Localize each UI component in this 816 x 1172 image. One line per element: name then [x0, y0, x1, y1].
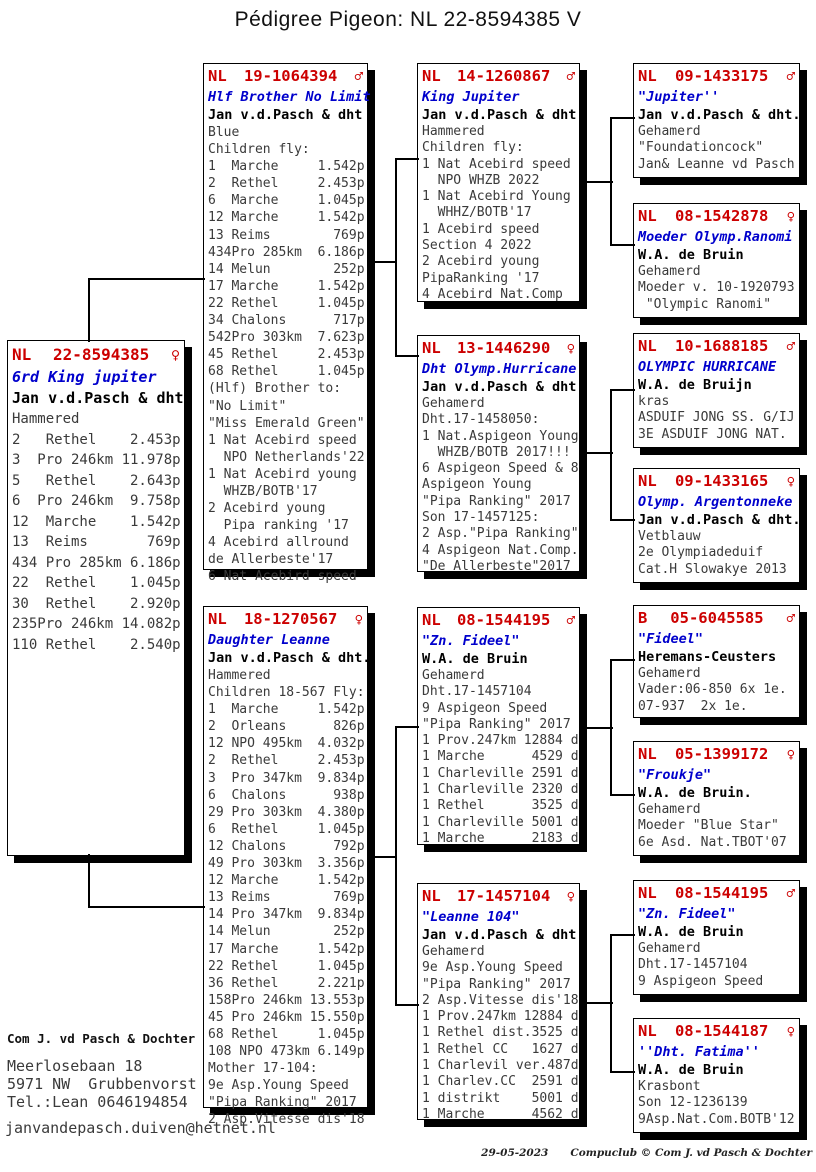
pigeon-name: Hlf Brother No Limit [208, 89, 371, 105]
info-line: 4 Acebird Nat.Comp [422, 286, 563, 302]
info-line: 1 Prov.247km 12884 d [422, 733, 579, 749]
info-line: 1 Rethel CC 1627 d [422, 1041, 579, 1057]
connector-line [369, 261, 397, 263]
pigeon-name: Dht Olymp.Hurricane [422, 361, 577, 377]
info-line: Gehamerd [638, 941, 701, 956]
ring-number: 05-6045585 [670, 609, 764, 627]
info-line: 3E ASDUIF JONG NAT. [638, 426, 787, 442]
phone-line: Tel.:Lean 0646194854 [7, 1093, 188, 1111]
info-line: 1 Nat Acebird Young [422, 189, 571, 205]
info-line: 108 NPO 473km 6.149p [208, 1044, 365, 1060]
ring-number: 18-1270567 [243, 610, 338, 628]
info-line: 9 Aspigeon Speed [422, 700, 548, 716]
info-line: 1 Nat Acebird young [208, 466, 357, 482]
info-line: 14 Pro 347km 9.834p [208, 907, 365, 923]
address-line: 5971 NW Grubbenvorst [7, 1075, 197, 1093]
pigeon-name: "Fideel" [638, 631, 704, 647]
info-line: (Hlf) Brother to: [208, 381, 342, 397]
info-line: 68 Rethel 1.045p [208, 1026, 365, 1042]
connector-line [395, 158, 419, 160]
pedigree-box-mm [417, 883, 585, 1122]
info-line: 1 Marche 1.542p [208, 702, 365, 718]
info-line: Mother 17-104: [208, 1061, 318, 1077]
female-icon: ♀ [786, 209, 795, 225]
connector-line [610, 659, 612, 796]
pedigree-box-mother [203, 606, 371, 1128]
ring-number: 08-1544195 [674, 884, 769, 902]
ring-header [638, 744, 795, 766]
info-line: 1 Marche 4529 d [422, 749, 579, 765]
pedigree-box-mmm [633, 1018, 800, 1133]
ring-header [422, 338, 575, 360]
info-line: "Miss Emerald Green" [208, 415, 365, 431]
country-code: NL [422, 611, 441, 629]
info-line: 4 Acebird allround [208, 535, 349, 551]
male-icon: ♂ [786, 339, 795, 355]
connector-line [610, 519, 635, 521]
info-line: 1 Charlevil ver.487d [422, 1058, 579, 1074]
info-line: Dht.17-1457104 [638, 957, 748, 973]
info-line: 2 Acebird young [422, 254, 540, 270]
info-line: 12 Marche 1.542p [208, 873, 365, 889]
country-code: NL [638, 1022, 657, 1040]
info-line: NPO Netherlands'22 [208, 449, 365, 465]
pedigree-box-ffm [633, 203, 800, 318]
male-icon: ♂ [566, 69, 575, 85]
info-line: 12 NPO 495km 4.032p [208, 736, 365, 752]
ring-number: 08-1544187 [674, 1022, 769, 1040]
info-line: 434 Pro 285km 6.186p [12, 554, 181, 571]
female-icon: ♀ [786, 747, 795, 763]
info-line: 1 Charleville 5001 d [422, 814, 579, 830]
owner-name: Jan v.d.Pasch & dht. [422, 927, 585, 943]
info-line: Hammered [12, 411, 80, 427]
info-line: PipaRanking '17 [422, 270, 540, 286]
info-line: "Pipa Ranking" 2017 [422, 493, 571, 509]
info-line: Hammered [422, 124, 485, 139]
info-line: Gehamerd [638, 124, 701, 139]
info-line: 110 Rethel 2.540p [12, 636, 181, 653]
info-line: 2 Orleans 826p [208, 719, 365, 735]
ring-header [422, 66, 575, 88]
connector-line [610, 794, 635, 796]
connector-line [395, 355, 419, 357]
female-icon: ♀ [566, 341, 575, 357]
info-line: 17 Marche 1.542p [208, 941, 365, 957]
info-line: 45 Pro 246km 15.550p [208, 1009, 365, 1025]
info-line: 2 Asp.Vitesse dis'18 [208, 1112, 365, 1128]
info-line: 22 Rethel 1.045p [12, 575, 181, 591]
info-line: 1 Prov.247km 12884 d [422, 1009, 579, 1025]
info-line: Dht.17-1457104 [422, 684, 532, 700]
info-line: Vader:06-850 6x 1e. [638, 682, 787, 698]
pedigree-box-ff [417, 63, 585, 302]
ring-number: 09-1433175 [674, 67, 769, 85]
info-line: Section 4 2022 [422, 238, 532, 254]
pigeon-name: OLYMPIC HURRICANE [638, 359, 777, 375]
info-line: "No Limit" [208, 398, 287, 414]
owner-name: Jan v.d.Pasch & dht [12, 389, 184, 407]
country-code: NL [638, 472, 657, 490]
pedigree-box-mf [417, 607, 580, 845]
info-line: 6 Marche 1.045p [208, 193, 365, 209]
info-line: 36 Rethel 2.221p [208, 975, 365, 991]
info-line: 434Pro 285km 6.186p [208, 244, 365, 260]
copyright-text: Compuclub © Com J. vd Pasch & Dochter [570, 1147, 812, 1159]
ring-header [638, 206, 795, 228]
info-line: 2 Acebird young [208, 501, 326, 517]
pigeon-name: "Zn. Fideel" [638, 906, 736, 922]
info-line: 1 Rethel dist.3525 d [422, 1025, 579, 1041]
print-date: 29-05-2023 [481, 1147, 549, 1159]
info-line: "Pipa Ranking" 2017 [208, 1095, 357, 1111]
info-line: Gehamerd [422, 668, 485, 683]
owner-name: Jan v.d.Pasch & dht. [208, 650, 371, 666]
info-line: 235Pro 246km 14.082p [12, 616, 181, 632]
info-line: 6e Asd. Nat.TBOT'07 [638, 834, 787, 850]
info-line: 22 Rethel 1.045p [208, 295, 365, 311]
info-line: Gehamerd [638, 802, 701, 817]
pigeon-name: "Zn. Fideel" [422, 633, 520, 649]
info-line: "Olympic Ranomi" [638, 296, 772, 312]
info-line: Vetblauw [638, 529, 701, 544]
pigeon-name: "Leanne 104" [422, 909, 520, 925]
owner-name: W.A. de Bruin [638, 924, 744, 940]
info-line: 9 Aspigeon Speed [638, 973, 764, 989]
ring-header [638, 66, 795, 88]
info-line: Children 18-567 Fly: [208, 685, 365, 701]
info-line: WHHZ/BOTB'17 [422, 205, 532, 221]
connector-line [610, 659, 635, 661]
info-line: 2 Rethel 2.453p [208, 753, 365, 769]
pigeon-name: ''Dht. Fatima'' [638, 1044, 760, 1060]
info-line: Gehamerd [638, 666, 701, 681]
pigeon-name: King Jupiter [422, 89, 520, 105]
info-line: 2 Rethel 2.453p [12, 431, 181, 448]
info-line: 4 Aspigeon Nat.Comp. [422, 542, 579, 558]
connector-line [88, 854, 90, 908]
connector-line [610, 389, 612, 521]
owner-name: W.A. de Bruijn [638, 377, 752, 393]
pedigree-box-mfm [633, 741, 800, 856]
pedigree-box-mff [633, 605, 800, 718]
info-line: WHZB/BOTB'17 [208, 483, 318, 499]
owner-name: Jan v.d.Pasch & dht. [422, 379, 585, 395]
info-line: 1 Charleville 2320 d [422, 782, 579, 798]
info-line: "Pipa Ranking" 2017 [422, 976, 571, 992]
ring-header [422, 886, 575, 908]
info-line: 12 Marche 1.542p [12, 513, 181, 530]
info-line: 158Pro 246km 13.553p [208, 992, 365, 1008]
info-line: Son 17-1457125: [422, 510, 540, 526]
connector-line [369, 856, 397, 858]
info-line: 2e Olympiadeduif [638, 545, 764, 561]
country-code: NL [422, 339, 441, 357]
connector-line [88, 278, 205, 280]
connector-line [395, 1004, 419, 1006]
pigeon-name: Daughter Leanne [208, 632, 330, 648]
info-line: Gehamerd [422, 396, 485, 411]
ring-number: 22-8594385 [52, 345, 150, 364]
ring-number: 14-1260867 [456, 67, 551, 85]
info-line: "De Allerbeste"2017 [422, 558, 571, 574]
footer-credit [360, 1135, 812, 1171]
info-line: 1 Acebird speed [422, 221, 540, 237]
pedigree-box-mmf [633, 880, 800, 995]
ring-number: 17-1457104 [456, 887, 551, 905]
country-code: NL [208, 610, 227, 628]
ring-number: 13-1446290 [456, 339, 551, 357]
country-code: NL [422, 67, 441, 85]
ring-header [638, 336, 795, 358]
info-line: 1 Charlev.CC 2591 d [422, 1074, 579, 1090]
info-line: 1 Marche 2183 d [422, 830, 579, 846]
info-line: 22 Rethel 1.045p [208, 958, 365, 974]
country-code: NL [638, 337, 657, 355]
pedigree-box-fff [633, 63, 800, 178]
ring-header [12, 343, 180, 367]
owner-name: Jan v.d.Pasch & dht. [422, 107, 585, 123]
info-line: 12 Marche 1.542p [208, 210, 365, 226]
connector-line [610, 1071, 635, 1073]
pigeon-name: "Jupiter'' [638, 89, 720, 105]
info-line: Hammered [208, 668, 271, 683]
info-line: 1 Nat Acebird speed [422, 156, 571, 172]
info-line: 49 Pro 303km 3.356p [208, 856, 365, 872]
female-icon: ♀ [170, 346, 180, 364]
pedigree-box-father [203, 63, 371, 585]
connector-line [610, 117, 635, 119]
info-line: Krasbont [638, 1079, 701, 1094]
info-line: 2 Asp."Pipa Ranking" [422, 526, 579, 542]
owner-name: W.A. de Bruin [422, 651, 528, 667]
info-line: 1 Nat.Aspigeon Young [422, 428, 579, 444]
pigeon-name: "Froukje" [638, 767, 712, 783]
info-line: 9e Asp.Young Speed [422, 960, 563, 976]
info-line: 30 Rethel 2.920p [12, 595, 181, 612]
country-code: NL [638, 884, 657, 902]
ring-number: 19-1064394 [243, 67, 338, 85]
female-icon: ♀ [786, 1024, 795, 1040]
info-line: 34 Chalons 717p [208, 313, 365, 329]
connector-line [395, 158, 397, 357]
info-line: 5 Rethel 2.643p [12, 472, 181, 489]
connector-line [610, 244, 635, 246]
ring-number: 05-1399172 [674, 745, 769, 763]
info-line: "Pipa Ranking" 2017 [422, 716, 571, 732]
male-icon: ♂ [786, 886, 795, 902]
owner-name: W.A. de Bruin. [638, 785, 752, 801]
info-line: 6 Aspigeon Speed & 8 [422, 461, 579, 477]
info-line: 13 Reims 769p [12, 534, 181, 550]
owner-name: Heremans-Ceusters [638, 649, 777, 665]
info-line: WHZB/BOTB 2017!!! [422, 444, 571, 460]
info-line: Gehamerd [422, 944, 485, 959]
info-line: 6 Nat Acebird speed [208, 569, 357, 585]
ring-header [208, 66, 363, 88]
ring-number: 08-1542878 [674, 207, 769, 225]
loft-name: Com J. vd Pasch & Dochter [7, 1031, 196, 1046]
info-line: 45 Rethel 2.453p [208, 347, 365, 363]
country-code: NL [638, 745, 657, 763]
connector-line [610, 934, 635, 936]
info-line: Moeder v. 10-1920793 [638, 280, 795, 296]
ring-header [422, 610, 575, 632]
info-line: 1 Marche 1.542p [208, 159, 365, 175]
info-line: Aspigeon Young [422, 477, 532, 493]
ring-header [638, 883, 795, 905]
info-line: Jan& Leanne vd Pasch [638, 156, 795, 172]
page-title: Pédigree Pigeon: NL 22-8594385 V [234, 8, 582, 31]
female-icon: ♀ [354, 612, 363, 628]
pedigree-box-fm [417, 335, 585, 574]
ring-header [638, 471, 795, 493]
info-line: 14 Melun 252p [208, 261, 365, 277]
info-line: de Allerbeste'17 [208, 552, 334, 568]
ring-number: 09-1433165 [674, 472, 769, 490]
male-icon: ♂ [786, 611, 795, 627]
info-line: kras [638, 394, 670, 409]
info-line: 542Pro 303km 7.623p [208, 330, 365, 346]
ring-number: 10-1688185 [674, 337, 769, 355]
owner-name: W.A. de Bruin [638, 1062, 744, 1078]
connector-line [582, 181, 613, 183]
info-line: Dht.17-1458050: [422, 412, 540, 428]
country-code: NL [422, 887, 441, 905]
info-line: Cat.H Slowakye 2013 [638, 561, 787, 577]
info-line: Son 12-1236139 [638, 1095, 748, 1111]
pedigree-box-subject [7, 340, 185, 856]
info-line: Children fly: [208, 142, 310, 158]
info-line: 13 Reims 769p [208, 227, 365, 243]
info-line: 2 Asp.Vitesse dis'18 [422, 992, 579, 1008]
connector-line [610, 934, 612, 1073]
pigeon-name: 6rd King jupiter [12, 368, 157, 386]
country-code: NL [12, 345, 32, 364]
connector-line [582, 1002, 613, 1004]
info-line: 3 Pro 347km 9.834p [208, 770, 365, 786]
country-code: NL [208, 67, 227, 85]
info-line: Children fly: [422, 140, 524, 156]
info-line: Moeder "Blue Star" [638, 818, 779, 834]
connector-line [582, 452, 613, 454]
info-line: 17 Marche 1.542p [208, 278, 365, 294]
connector-line [610, 389, 635, 391]
ring-header [638, 608, 795, 630]
connector-line [582, 727, 613, 729]
owner-name: W.A. de Bruin [638, 247, 744, 263]
connector-line [88, 906, 205, 908]
address-line: Meerlosebaan 18 [7, 1057, 143, 1075]
pigeon-name: Moeder Olymp.Ranomi [638, 229, 793, 245]
connector-line [610, 117, 612, 246]
owner-name: Jan v.d.Pasch & dht [208, 107, 363, 123]
info-line: 9e Asp.Young Speed [208, 1078, 349, 1094]
email-address: janvandepasch.duiven@hetnet.nl [5, 1119, 276, 1137]
pigeon-name: Olymp. Argentonneke [638, 494, 793, 510]
info-line: 07-937 2x 1e. [638, 698, 748, 714]
info-line: 6 Pro 246km 9.758p [12, 493, 181, 509]
info-line: Blue [208, 125, 240, 140]
info-line: "Foundationcock" [638, 140, 764, 156]
info-line: 9Asp.Nat.Com.BOTB'12 [638, 1111, 795, 1127]
ring-header [208, 609, 363, 631]
pedigree-box-fmf [633, 333, 800, 448]
female-icon: ♀ [566, 889, 575, 905]
info-line: NPO WHZB 2022 [422, 172, 540, 188]
info-line: 1 Nat Acebird speed [208, 432, 357, 448]
info-line: 1 Rethel 3525 d [422, 798, 579, 814]
info-line: 1 distrikt 5001 d [422, 1090, 579, 1106]
info-line: 14 Melun 252p [208, 924, 365, 940]
male-icon: ♂ [786, 69, 795, 85]
info-line: 3 Pro 246km 11.978p [12, 452, 181, 468]
info-line: 29 Pro 303km 4.380p [208, 804, 365, 820]
ring-header [638, 1021, 795, 1043]
connector-line [395, 726, 397, 1006]
info-line: 1 Marche 4562 d [422, 1106, 579, 1122]
info-line: 13 Reims 769p [208, 890, 365, 906]
country-code: B [638, 609, 648, 627]
owner-name: Jan v.d.Pasch & dht. [638, 512, 801, 528]
male-icon: ♂ [566, 613, 575, 629]
info-line: 6 Chalons 938p [208, 787, 365, 803]
info-line: Pipa ranking '17 [208, 518, 349, 534]
pedigree-box-fmm [633, 468, 800, 583]
info-line: 1 Charleville 2591 d [422, 765, 579, 781]
owner-name: Jan v.d.Pasch & dht. [638, 107, 801, 123]
info-line: 2 Rethel 2.453p [208, 176, 365, 192]
info-line: 68 Rethel 1.045p [208, 364, 365, 380]
ring-number: 08-1544195 [456, 611, 551, 629]
info-line: ASDUIF JONG SS. G/IJ [638, 410, 795, 426]
connector-line [395, 726, 419, 728]
info-line: 6 Rethel 1.045p [208, 821, 365, 837]
country-code: NL [638, 67, 657, 85]
info-line: 12 Chalons 792p [208, 838, 365, 854]
female-icon: ♀ [786, 474, 795, 490]
male-icon: ♂ [354, 69, 363, 85]
connector-line [88, 278, 90, 342]
info-line: Gehamerd [638, 264, 701, 279]
country-code: NL [638, 207, 657, 225]
